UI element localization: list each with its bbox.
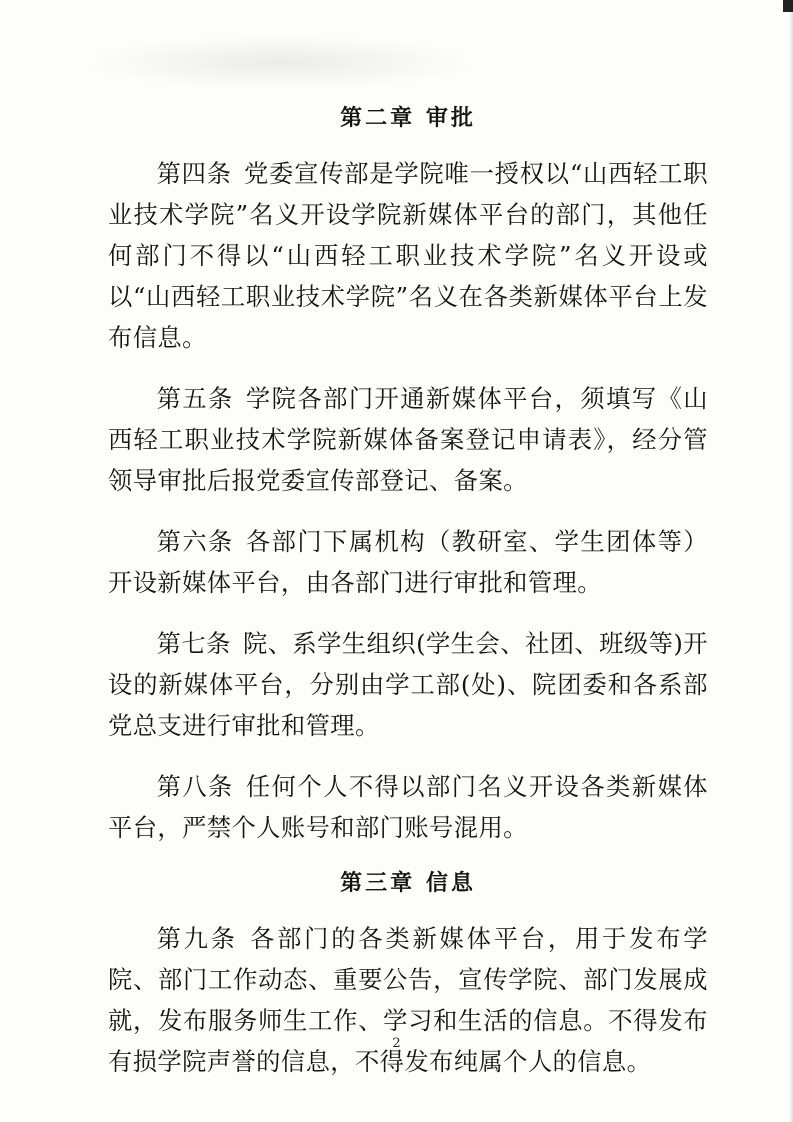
- article-number: 第七条: [156, 629, 231, 658]
- article-text: 党委宣传部是学院唯一授权以“山西轻工职业技术学院”名义开设学院新媒体平台的部门，其他任何部门不得以“山西轻工职业技术学院”名义开设或以“山西轻工职业技术学院”名义在各类新媒体平台上发布信息。: [108, 159, 708, 352]
- article-text: 学院各部门开通新媒体平台，须填写《山西轻工职业技术学院新媒体备案登记申请表》，经分管领导审批后报党委宣传部登记、备案。: [108, 384, 708, 495]
- article-number: 第五条: [156, 384, 234, 413]
- article-4: [108, 153, 708, 358]
- chapter-title-3: 第三章 信息: [340, 870, 476, 896]
- page-number: 2: [392, 1036, 401, 1051]
- scan-edge: [789, 0, 793, 1122]
- article-text: 各部门的各类新媒体平台，用于发布学院、部门工作动态、重要公告，宣传学院、部门发展成就，发布服务师生工作、学习和生活的信息。不得发布有损学院声誉的信息，不得发布纯属个人的信息。: [108, 924, 708, 1076]
- article-number: 第六条: [156, 527, 234, 556]
- document-body: [108, 103, 708, 1102]
- article-6: [108, 521, 708, 603]
- article-text: 院、系学生组织(学生会、社团、班级等)开设的新媒体平台，分别由学工部(处)、院团委和各系部党总支进行审批和管理。: [108, 629, 708, 740]
- article-8: [108, 766, 708, 848]
- article-number: 第九条: [156, 924, 238, 953]
- article-5: [108, 378, 708, 501]
- chapter-title-2: 第二章 审批: [340, 105, 476, 131]
- article-text: 任何个人不得以部门名义开设各类新媒体平台，严禁个人账号和部门账号混用。: [108, 772, 708, 842]
- article-7: [108, 623, 708, 746]
- article-9: [108, 918, 708, 1082]
- scan-shadow: [80, 35, 480, 90]
- scan-corner-mark: [783, 0, 793, 12]
- article-number: 第八条: [156, 772, 234, 801]
- article-text: 各部门下属机构（教研室、学生团体等）开设新媒体平台，由各部门进行审批和管理。: [108, 527, 708, 597]
- article-number: 第四条: [156, 159, 232, 188]
